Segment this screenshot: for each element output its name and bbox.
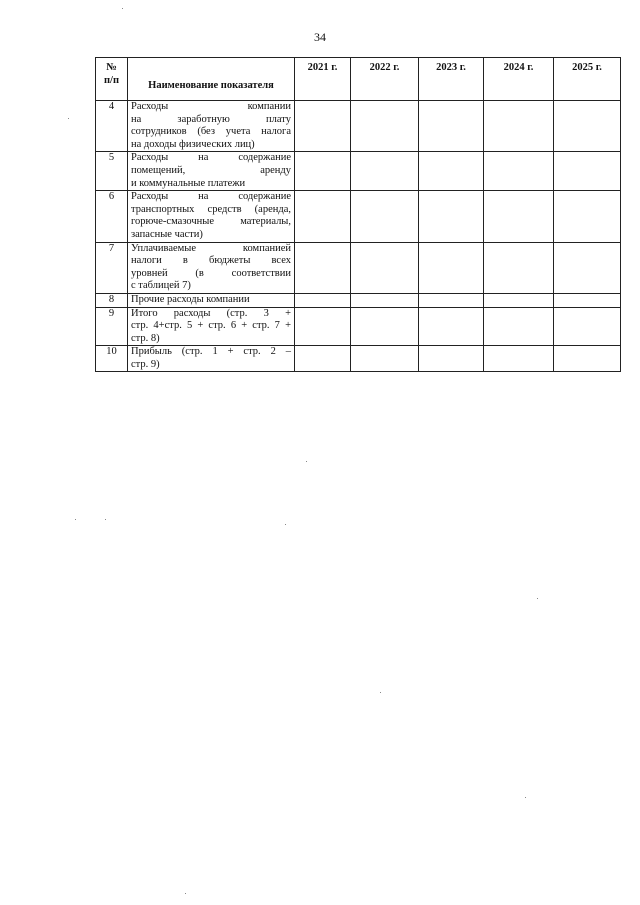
row-number: 9: [96, 307, 128, 346]
value-cell[interactable]: [419, 101, 484, 152]
header-year-2021: 2021 г.: [295, 58, 351, 101]
value-cell[interactable]: [554, 307, 621, 346]
indicator-name-line: запасные части): [131, 228, 203, 240]
value-cell[interactable]: [484, 101, 554, 152]
indicator-name-line: и коммунальные платежи: [131, 177, 246, 189]
value-cell[interactable]: [484, 152, 554, 191]
table-header-row: [96, 58, 621, 101]
table-row: [96, 101, 621, 152]
value-cell[interactable]: [484, 346, 554, 372]
table-body: [96, 101, 621, 372]
value-cell[interactable]: [554, 293, 621, 307]
table-row: [96, 191, 621, 242]
value-cell[interactable]: [484, 242, 554, 293]
page-number: 34: [314, 30, 326, 44]
header-year-2023: 2023 г.: [419, 58, 484, 101]
row-number: 7: [96, 242, 128, 293]
scan-speck: [380, 692, 381, 693]
indicators-table: [95, 57, 621, 372]
indicator-name-line: налоги в бюджеты всех: [131, 255, 291, 267]
row-indicator-name: [128, 307, 295, 346]
table-row: [96, 346, 621, 372]
header-year-2025: 2025 г.: [554, 58, 621, 101]
value-cell[interactable]: [419, 242, 484, 293]
scan-speck: [75, 519, 76, 520]
value-cell[interactable]: [554, 101, 621, 152]
scan-speck: [537, 598, 538, 599]
value-cell[interactable]: [351, 152, 419, 191]
header-number-sign: №: [106, 62, 117, 73]
table-row: [96, 242, 621, 293]
indicator-name-line: горюче-смазочные материалы,: [131, 216, 291, 228]
scan-speck: [122, 8, 123, 9]
indicator-name-line: транспортных средств (аренда,: [131, 203, 291, 215]
scan-speck: [285, 524, 286, 525]
row-number: 10: [96, 346, 128, 372]
value-cell[interactable]: [295, 346, 351, 372]
value-cell[interactable]: [554, 152, 621, 191]
value-cell[interactable]: [419, 191, 484, 242]
row-indicator-name: [128, 346, 295, 372]
row-number: 8: [96, 293, 128, 307]
value-cell[interactable]: [419, 152, 484, 191]
table-row: [96, 307, 621, 346]
row-number: 4: [96, 101, 128, 152]
indicator-name-line: Уплачиваемые компанией: [131, 242, 291, 254]
header-number: [96, 58, 128, 101]
header-year-2022: 2022 г.: [351, 58, 419, 101]
indicator-name-line: уровней (в соответствии: [131, 267, 291, 279]
scan-speck: [68, 118, 69, 119]
value-cell[interactable]: [295, 152, 351, 191]
indicator-name-line: стр. 9): [131, 358, 160, 370]
value-cell[interactable]: [484, 307, 554, 346]
indicator-name-line: на доходы физических лиц): [131, 138, 255, 150]
value-cell[interactable]: [419, 346, 484, 372]
value-cell[interactable]: [484, 191, 554, 242]
header-number-abbr: п/п: [103, 75, 120, 86]
value-cell[interactable]: [295, 293, 351, 307]
row-indicator-name: [128, 191, 295, 242]
indicator-name-line: помещений, аренду: [131, 164, 291, 176]
table-row: [96, 152, 621, 191]
value-cell[interactable]: [351, 101, 419, 152]
header-indicator-name: Наименование показателя: [128, 58, 295, 101]
value-cell[interactable]: [351, 191, 419, 242]
value-cell[interactable]: [419, 293, 484, 307]
indicator-name-line: Расходы на содержание: [131, 152, 291, 164]
indicator-name-line: Прочие расходы компании: [131, 293, 250, 305]
scan-speck: [105, 519, 106, 520]
header-year-2024: 2024 г.: [484, 58, 554, 101]
value-cell[interactable]: [351, 346, 419, 372]
scan-speck: [525, 797, 526, 798]
value-cell[interactable]: [554, 346, 621, 372]
value-cell[interactable]: [295, 191, 351, 242]
row-number: 6: [96, 191, 128, 242]
indicator-name-line: Расходы компании: [131, 101, 291, 112]
row-indicator-name: [128, 293, 295, 307]
value-cell[interactable]: [554, 191, 621, 242]
indicator-name-line: сотрудников (без учета налога: [131, 126, 291, 138]
indicator-name-line: на заработную плату: [131, 113, 291, 125]
row-indicator-name: [128, 101, 295, 152]
value-cell[interactable]: [295, 307, 351, 346]
value-cell[interactable]: [351, 242, 419, 293]
value-cell[interactable]: [351, 293, 419, 307]
row-indicator-name: [128, 152, 295, 191]
indicator-name-line: стр. 4+стр. 5 + стр. 6 + стр. 7 +: [131, 320, 291, 332]
indicator-name-line: стр. 8): [131, 332, 160, 344]
row-number: 5: [96, 152, 128, 191]
value-cell[interactable]: [295, 101, 351, 152]
scan-speck: [306, 461, 307, 462]
indicator-name-line: Итого расходы (стр. 3 +: [131, 307, 291, 319]
value-cell[interactable]: [419, 307, 484, 346]
value-cell[interactable]: [484, 293, 554, 307]
value-cell[interactable]: [351, 307, 419, 346]
indicator-name-line: Расходы на содержание: [131, 191, 291, 203]
value-cell[interactable]: [554, 242, 621, 293]
row-indicator-name: [128, 242, 295, 293]
value-cell[interactable]: [295, 242, 351, 293]
table-row: [96, 293, 621, 307]
indicator-name-line: с таблицей 7): [131, 280, 191, 292]
indicator-name-line: Прибыль (стр. 1 + стр. 2 –: [131, 346, 291, 358]
scan-speck: [185, 893, 186, 894]
